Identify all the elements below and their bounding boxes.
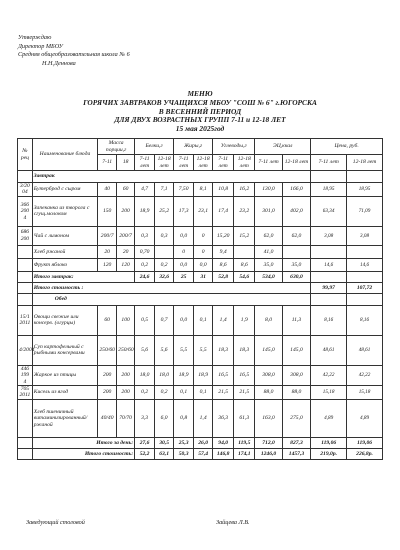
day-total-price-a: 119,06: [311, 437, 347, 448]
cell-mass-a: 200/7: [98, 226, 117, 245]
cell-num: 3/20 04: [18, 183, 33, 197]
total-fats-b: 31: [194, 271, 213, 282]
cell-fats-b: 23,1: [194, 196, 213, 226]
cell-fats-a: 5,5: [174, 335, 194, 365]
grand-total-row: [18, 448, 383, 459]
signature-name: Зайцева Л.В.: [216, 519, 250, 526]
cell-price-b: 42,22: [347, 365, 383, 385]
cell-energy-b: 145,0: [282, 335, 310, 365]
cell-fats-b: 1,4: [194, 399, 213, 437]
section-lunch: [18, 293, 383, 305]
cell-carbs-b: 1,9: [234, 305, 255, 335]
day-total-fats-a: 25,3: [174, 437, 194, 448]
grand-total-energy-a: 1246,0: [255, 448, 282, 459]
total-proteins-b: 32,6: [155, 271, 174, 282]
cell-carbs-a: 8,6: [213, 258, 234, 271]
cell-proteins-a: 0,2: [135, 258, 155, 271]
day-total-carbs-a: 94,0: [213, 437, 234, 448]
cost-price-a: 99,97: [311, 282, 347, 293]
day-total-label: Итого за день:: [32, 437, 134, 448]
cell-fats-a: 7,50: [174, 183, 194, 197]
cell-num: 366 200 4: [18, 196, 33, 226]
cell-price-a: [311, 245, 347, 258]
day-total-energy-a: 712,0: [255, 437, 282, 448]
header-age-b: 12-18 лет: [234, 155, 255, 171]
approval-line-4: Н.Н.Деннова: [42, 59, 76, 67]
section-label: Завтрак: [32, 171, 310, 183]
cell-num: [18, 245, 33, 258]
cell-price-a: 63,34: [311, 196, 347, 226]
cell-mass-a: 150: [98, 196, 117, 226]
cell-mass-b: 200: [117, 196, 135, 226]
grand-total-fats-b: 57,4: [194, 448, 213, 459]
cell-proteins-b: 7,1: [155, 183, 174, 197]
table-row: [18, 183, 383, 197]
cell-carbs-a: 21,5: [213, 386, 234, 400]
cell-carbs-b: 18,3: [234, 335, 255, 365]
day-total-row: [18, 437, 383, 448]
cell-price-a: 14,6: [311, 258, 347, 271]
cell-proteins-a: 0,3: [135, 226, 155, 245]
cell-price-b: 14,6: [347, 258, 383, 271]
heading-title: МЕНЮ: [187, 89, 213, 98]
day-total-fats-b: 26,0: [194, 437, 213, 448]
cell-energy-b: 402,0: [282, 196, 310, 226]
cell-carbs-a: 9,4: [213, 245, 234, 258]
cell-fats-a: 17,3: [174, 196, 194, 226]
cell-energy-b: 88,0: [282, 386, 310, 400]
header-mass-a: 7-11: [98, 155, 117, 171]
cell-name: Бутерброд с сыром: [32, 183, 97, 197]
header-energy: ЭЦ,ккал: [255, 139, 311, 155]
cell-price-b: 18,95: [347, 183, 383, 197]
cell-num: 705 2011: [19, 386, 31, 399]
grand-total-carbs-b: 174,1: [234, 448, 255, 459]
cell-energy-a: 163,0: [255, 399, 282, 437]
cell-name: Запеканка из творога с сгущ.молоком: [32, 196, 97, 226]
cell-fats-a: 0: [174, 245, 194, 258]
cell-carbs-a: 16,5: [213, 365, 234, 385]
header-num: № рец: [18, 139, 33, 171]
cell-fats-a: 0,0: [174, 226, 194, 245]
cell-carbs-a: 10,8: [213, 183, 234, 197]
approval-line-3: Средняя общеобразовательная школа № 6: [18, 51, 130, 59]
day-total-carbs-b: 119,5: [234, 437, 255, 448]
approval-line-2: Директор МБОУ: [18, 42, 63, 50]
cell-fats-a: 18,9: [174, 365, 194, 385]
cell-mass-b: 200: [117, 386, 135, 400]
cell-mass-b: 100: [117, 305, 135, 335]
cell-num: [18, 399, 33, 437]
cell-mass-b: 120: [117, 258, 135, 271]
cell-mass-a: 60: [98, 305, 117, 335]
cell-energy-b: 275,0: [282, 399, 310, 437]
cell-proteins-a: 5,6: [135, 335, 155, 365]
header-age-a: 7-11 лет: [311, 155, 347, 171]
menu-table: [17, 138, 383, 460]
cell-fats-a: 0,0: [174, 305, 194, 335]
cell-proteins-a: 18,9: [135, 196, 155, 226]
cost-price-b: 107,72: [347, 282, 383, 293]
header-mass-b: 18: [117, 155, 135, 171]
total-carbs-b: 54,6: [234, 271, 255, 282]
cell-energy-a: 35,0: [255, 258, 282, 271]
cell-mass-a: 200: [98, 365, 117, 385]
cell-proteins-a: 0,2: [135, 386, 155, 400]
header-age-b: 12-18 лет: [347, 155, 383, 171]
cell-proteins-b: [155, 245, 174, 258]
header-name: Наименование блюда: [32, 139, 97, 171]
cell-fats-b: 0,1: [194, 305, 213, 335]
cell-price-a: 15,18: [311, 386, 347, 400]
cell-proteins-a: 4,7: [135, 183, 155, 197]
cell-fats-a: 0,1: [174, 386, 194, 400]
cell-num: 4/2004: [18, 335, 33, 365]
header-age-b: 12-18 лет: [194, 155, 213, 171]
cell-price-b: 4,89: [347, 399, 383, 437]
cell-mass-b: 60: [117, 183, 135, 197]
cell-carbs-a: 17,4: [213, 196, 234, 226]
cell-price-b: 8,16: [347, 305, 383, 335]
cell-fats-b: 0: [194, 245, 213, 258]
cell-name: Хлеб пшеничный витаминизированный/ржаной: [32, 399, 97, 437]
grand-total-carbs-a: 146,8: [213, 448, 234, 459]
cell-mass-a: 40: [98, 183, 117, 197]
cell-energy-a: 145,0: [255, 335, 282, 365]
cell-energy-a: 62,0: [255, 226, 282, 245]
cell-energy-a: 301,0: [255, 196, 282, 226]
total-energy-b: 630,0: [282, 271, 310, 282]
cell-energy-b: 166,0: [282, 183, 310, 197]
section-breakfast: [18, 171, 383, 183]
cell-price-b: 48,61: [347, 335, 383, 365]
cell-proteins-a: 0,70: [135, 245, 155, 258]
cell-carbs-b: 16,2: [234, 183, 255, 197]
header-age-a: 7-11 лет: [213, 155, 234, 171]
total-energy-a: 534,0: [255, 271, 282, 282]
cell-proteins-b: 0,2: [155, 386, 174, 400]
grand-total-proteins-b: 63,1: [155, 448, 174, 459]
approval-line-1: Утверждаю: [18, 34, 52, 41]
cell-price-a: 4,89: [311, 399, 347, 437]
table-row: [18, 305, 383, 335]
cell-carbs-b: 23,2: [234, 196, 255, 226]
header-fats: Жиры,г: [174, 139, 213, 155]
day-total-proteins-a: 27,6: [135, 437, 155, 448]
cell-name: Суп картофельный с рыбными консервами: [32, 335, 97, 365]
cell-fats-a: 0,8: [174, 399, 194, 437]
cell-fats-b: 8,1: [194, 183, 213, 197]
cell-proteins-a: 3,3: [135, 399, 155, 437]
heading-groups: ДЛЯ ДВУХ ВОЗРАСТНЫХ ГРУПП 7-11 и 12-18 ЛЕТ: [114, 115, 286, 125]
cell-name: Фрукт яблоко: [32, 258, 97, 271]
total-fats-a: 25: [174, 271, 194, 282]
cell-mass-a: 20: [98, 245, 117, 258]
cost-label: Итого стоимость :: [32, 282, 310, 293]
cell-price-b: 15,18: [347, 386, 383, 400]
cell-energy-a: 88,0: [255, 386, 282, 400]
cell-carbs-b: 16,5: [234, 365, 255, 385]
cell-price-a: 42,22: [311, 365, 347, 385]
cell-fats-b: 5,5: [194, 335, 213, 365]
header-mass: Масса порции,г: [98, 139, 135, 155]
approval-block: [18, 34, 130, 68]
table-row: [18, 226, 383, 245]
header-age-b: 12-18 лет: [155, 155, 174, 171]
heading-period: В ВЕСЕННИЙ ПЕРИОД: [158, 106, 242, 116]
cell-carbs-b: 61,3: [234, 399, 255, 437]
table-row: [18, 258, 383, 271]
cell-proteins-a: 18,0: [135, 365, 155, 385]
cell-num: [18, 258, 33, 271]
signature-role: Заведующий столовой: [26, 519, 85, 526]
cell-mass-a: 250/60: [98, 335, 117, 365]
heading-school: ГОРЯЧИХ ЗАВТРАКОВ УЧАЩИХСЯ МБОУ "СОШ № 6" г.ЮГОРСКА: [83, 97, 317, 107]
cell-energy-b: 11,3: [282, 305, 310, 335]
cell-price-b: 3,08: [347, 226, 383, 245]
cell-fats-b: 0: [194, 226, 213, 245]
cell-mass-a: 40/40: [98, 399, 117, 437]
cell-proteins-b: 0,3: [155, 226, 174, 245]
cell-energy-a: 41,0: [255, 245, 282, 258]
cell-num: 446 199 4: [18, 365, 33, 385]
cell-mass-b: 200: [117, 365, 135, 385]
grand-total-price-b: 226,8р.: [347, 448, 383, 459]
cell-proteins-b: 6,0: [155, 399, 174, 437]
cell-carbs-b: 15,2: [234, 226, 255, 245]
grand-total-price-a: 219,0р.: [311, 448, 347, 459]
cell-energy-a: 308,0: [255, 365, 282, 385]
total-proteins-a: 24,6: [135, 271, 155, 282]
cell-price-a: 48,61: [311, 335, 347, 365]
cell-price-b: [347, 245, 383, 258]
total-label: Итого завтрак:: [32, 271, 134, 282]
breakfast-total-row: [18, 271, 383, 282]
cell-carbs-b: 8,6: [234, 258, 255, 271]
cell-energy-b: 62,0: [282, 226, 310, 245]
cell-proteins-b: 0,2: [155, 258, 174, 271]
header-age-a: 7-11 лет: [174, 155, 194, 171]
cell-price-b: 71,09: [347, 196, 383, 226]
day-total-energy-b: 827,3: [282, 437, 310, 448]
cell-fats-a: 0,0: [174, 258, 194, 271]
menu-heading: [0, 90, 400, 134]
cell-energy-b: 35,0: [282, 258, 310, 271]
cell-fats-b: 0,1: [194, 386, 213, 400]
cell-mass-b: 250/60: [117, 335, 135, 365]
table-row: [18, 245, 383, 258]
cell-carbs-a: 15,20: [213, 226, 234, 245]
cell-proteins-b: 0,7: [155, 305, 174, 335]
cell-name: Овощи свежие или консерв. (огурцы): [32, 305, 97, 335]
cell-carbs-a: 1,4: [213, 305, 234, 335]
section-label: Обед: [32, 293, 310, 305]
grand-total-label: Итого стоимость:: [32, 448, 134, 459]
header-price: Цена, руб.: [311, 139, 383, 155]
cell-energy-b: 308,0: [282, 365, 310, 385]
table-row: [18, 196, 383, 226]
cell-price-a: 3,08: [311, 226, 347, 245]
table-row: [18, 335, 383, 365]
header-age-b: 12-18 лет: [282, 155, 310, 171]
cell-price-a: 18,95: [311, 183, 347, 197]
cell-energy-a: 130,0: [255, 183, 282, 197]
cell-name: Чай с лимоном: [32, 226, 97, 245]
cell-name: Кисель из ягод: [32, 386, 97, 400]
day-total-proteins-b: 30,5: [155, 437, 174, 448]
cell-mass-a: 200: [98, 386, 117, 400]
cell-proteins-b: 18,0: [155, 365, 174, 385]
header-age-a: 7-11 лет: [255, 155, 282, 171]
cell-proteins-a: 0,5: [135, 305, 155, 335]
table-row: [18, 399, 383, 437]
grand-total-energy-b: 1457,3: [282, 448, 310, 459]
cell-carbs-b: 21,5: [234, 386, 255, 400]
cell-name: Жаркое из птицы: [32, 365, 97, 385]
header-age-a: 7-11 лет: [135, 155, 155, 171]
cell-proteins-b: 25,2: [155, 196, 174, 226]
cell-mass-b: 70/70: [117, 399, 135, 437]
cell-num: 686 200: [18, 226, 33, 245]
heading-date: 15 мая 2025год: [175, 124, 225, 134]
cell-proteins-b: 5,6: [155, 335, 174, 365]
grand-total-proteins-a: 52,2: [135, 448, 155, 459]
cell-carbs-b: [234, 245, 255, 258]
cell-num: 15/1 2011: [18, 305, 33, 335]
cell-energy-b: [282, 245, 310, 258]
grand-total-fats-a: 50,3: [174, 448, 194, 459]
table-row: [18, 365, 383, 385]
cell-price-a: 8,16: [311, 305, 347, 335]
header-carbs: Углеводы,г: [213, 139, 255, 155]
cell-fats-b: 18,9: [194, 365, 213, 385]
table-row: [18, 386, 383, 400]
cell-carbs-a: 36,3: [213, 399, 234, 437]
cost-row: [18, 282, 383, 293]
cell-mass-b: 200/7: [117, 226, 135, 245]
cell-energy-a: 8,0: [255, 305, 282, 335]
day-total-price-b: 119,06: [347, 437, 383, 448]
cell-carbs-a: 18,3: [213, 335, 234, 365]
header-proteins: Белки,г: [135, 139, 174, 155]
cell-name: Хлеб ржаной: [32, 245, 97, 258]
cell-mass-b: 20: [117, 245, 135, 258]
cell-mass-a: 120: [98, 258, 117, 271]
cell-fats-b: 0,0: [194, 258, 213, 271]
total-carbs-a: 52,8: [213, 271, 234, 282]
